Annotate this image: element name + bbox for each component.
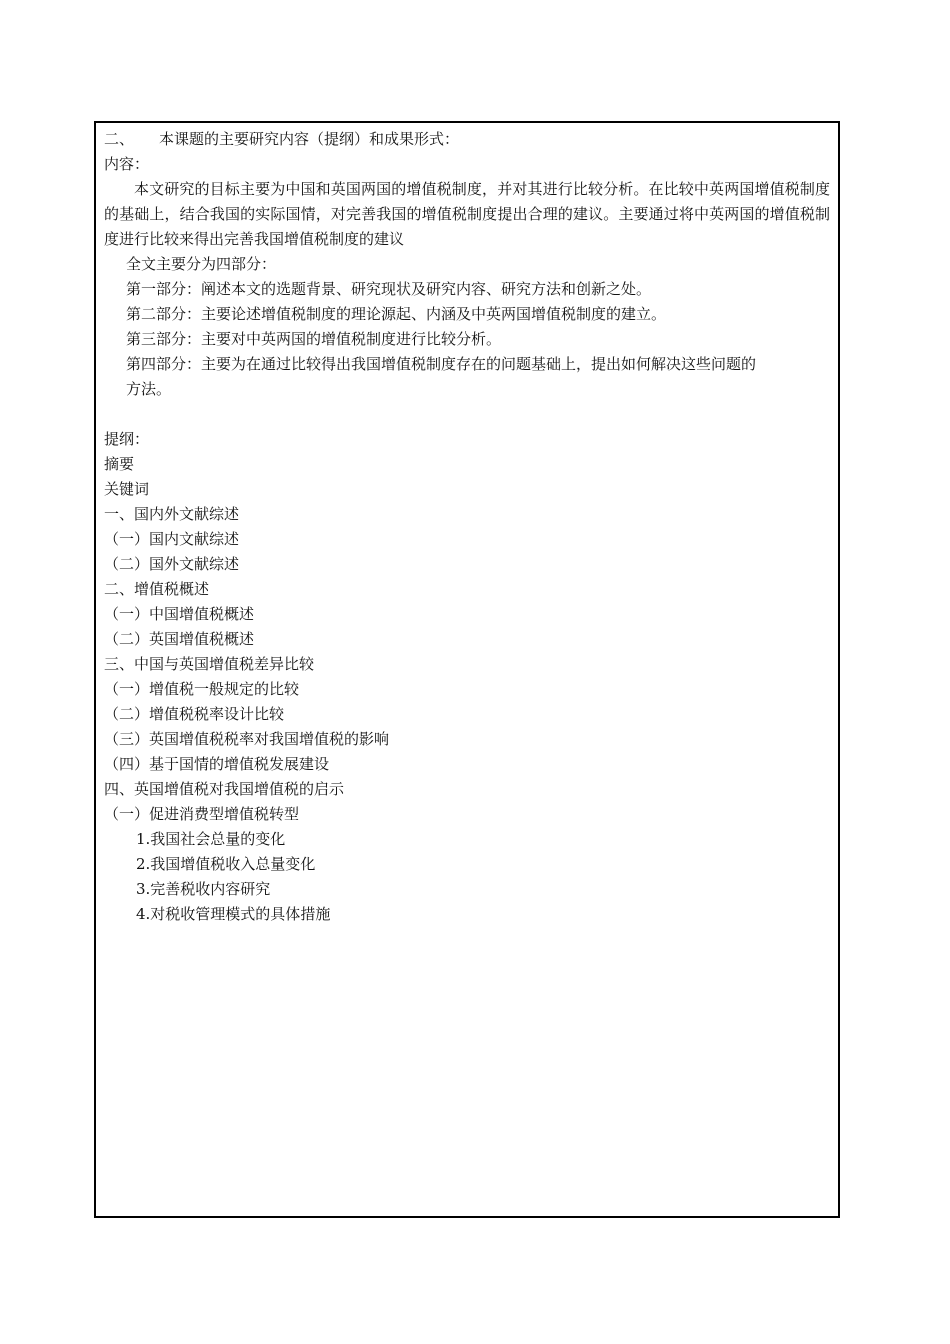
outline-sub-item: 4.对税收管理模式的具体措施 xyxy=(136,905,331,923)
part-item: 第一部分：阐述本文的选题背景、研究现状及研究内容、研究方法和创新之处。 xyxy=(126,280,652,298)
part-item: 第二部分：主要论述增值税制度的理论源起、内涵及中英两国增值税制度的建立。 xyxy=(126,305,667,323)
part-item: 第四部分：主要为在通过比较得出我国增值税制度存在的问题基础上，提出如何解决这些问题的 xyxy=(126,355,757,373)
section-heading xyxy=(104,127,830,152)
blank-line xyxy=(104,402,830,427)
outline-label: 提纲： xyxy=(104,430,150,448)
outline-item: （一）中国增值税概述 xyxy=(104,605,255,623)
outline-item: 三、中国与英国增值税差异比较 xyxy=(104,655,315,673)
section-title: 本课题的主要研究内容（提纲）和成果形式： xyxy=(159,130,460,148)
section-number: 二、 xyxy=(104,130,135,148)
outline-sub-item: 1.我国社会总量的变化 xyxy=(136,830,286,848)
outline-item: （二）增值税税率设计比较 xyxy=(104,705,285,723)
outline-item: （一）增值税一般规定的比较 xyxy=(104,680,300,698)
part-item: 第三部分：主要对中英两国的增值税制度进行比较分析。 xyxy=(126,330,502,348)
outline-item: （一）国内文献综述 xyxy=(104,530,240,548)
outline-item: 二、增值税概述 xyxy=(104,580,210,598)
outline-item: （二）英国增值税概述 xyxy=(104,630,255,648)
form-table-cell xyxy=(94,121,840,1218)
parts-intro: 全文主要分为四部分： xyxy=(126,255,277,273)
outline-item: 四、英国增值税对我国增值税的启示 xyxy=(104,780,345,798)
outline-sub-item: 3.完善税收内容研究 xyxy=(136,880,271,898)
outline-item: 摘要 xyxy=(104,455,135,473)
outline-item: （二）国外文献综述 xyxy=(104,555,240,573)
outline-item: （四）基于国情的增值税发展建设 xyxy=(104,755,330,773)
outline-sub-item: 2.我国增值税收入总量变化 xyxy=(136,855,316,873)
outline-item: 一、国内外文献综述 xyxy=(104,505,240,523)
outline-item: （三）英国增值税税率对我国增值税的影响 xyxy=(104,730,390,748)
content-label: 内容： xyxy=(104,155,150,173)
outline-item: （一）促进消费型增值税转型 xyxy=(104,805,300,823)
cell-content xyxy=(104,127,830,927)
outline-item: 关键词 xyxy=(104,480,150,498)
intro-paragraph: 本文研究的目标主要为中国和英国两国的增值税制度，并对其进行比较分析。在比较中英两国增值税制度的基础上，结合我国的实际国情，对完善我国的增值税制度提出合理的建议。主要通过将中英两国的增值税制度进行比较来得出完善我国增值税制度的建议 xyxy=(104,180,830,248)
part-item-continued: 方法。 xyxy=(126,380,172,398)
